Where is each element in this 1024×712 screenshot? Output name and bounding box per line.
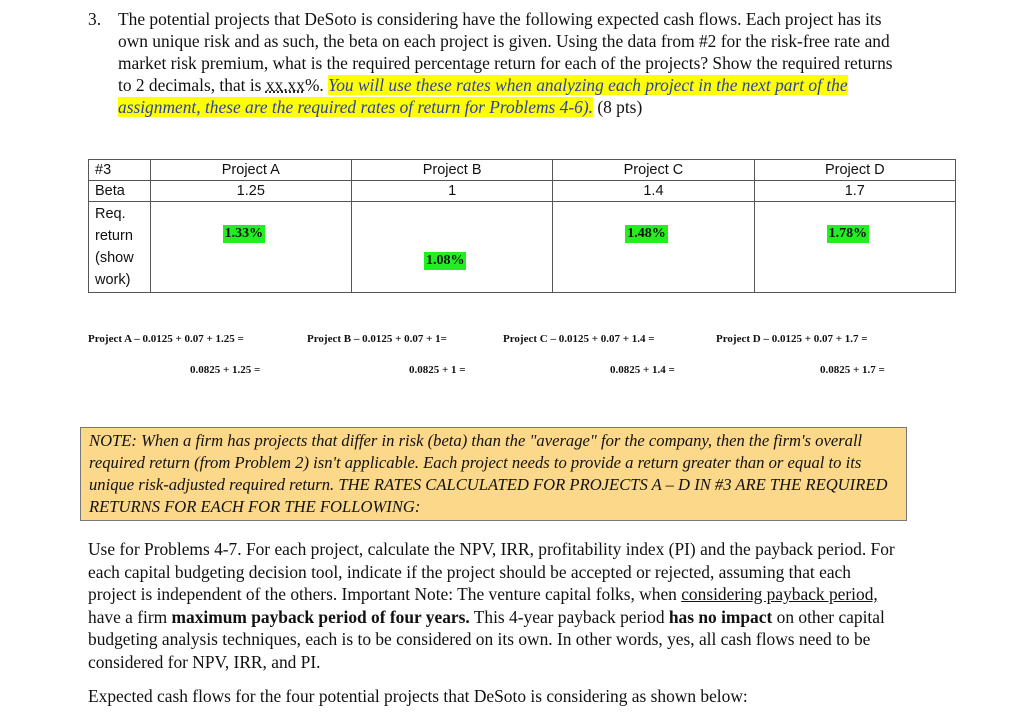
req-label-line: work): [95, 272, 131, 288]
work-line: 0.0825 + 1.4 =: [610, 364, 675, 376]
work-line: 0.0825 + 1 =: [409, 364, 466, 376]
req-return-value: 1.33%: [224, 226, 264, 241]
beta-cell: 1.25: [150, 181, 351, 202]
beta-label: Beta: [89, 181, 151, 202]
req-return-cell: [351, 202, 552, 293]
instr-text: on other capital budgeting analysis techniques, each is to be considered on its own. In other words, yes, all cash flows need to be considered for NPV, IRR, and PI.: [88, 606, 885, 672]
instr-bold: has no impact: [668, 606, 773, 627]
question-text: The potential projects that DeSoto is considering have the following expected cash flows. Each project has its own unique risk and as such, the beta on each project is given. Using the data from #2 for the risk-free rate and market risk premium, what is the required percentage return for each of the projects? Show the required returns to 2 decimals, that is: [118, 9, 893, 95]
work-line: Project A – 0.0125 + 0.07 + 1.25 =: [88, 333, 244, 345]
work-line: 0.0825 + 1.7 =: [820, 364, 885, 376]
cash-flows-intro: Expected cash flows for the four potential projects that DeSoto is considering as shown below:: [88, 686, 748, 706]
table-header-row: [89, 160, 956, 181]
question-3: [88, 8, 898, 118]
beta-row: [89, 181, 956, 202]
work-line: Project D – 0.0125 + 0.07 + 1.7 =: [716, 333, 868, 345]
instr-text: This 4-year payback period: [469, 606, 669, 627]
question-number: 3.: [88, 9, 102, 29]
work-line: 0.0825 + 1.25 =: [190, 364, 261, 376]
note-box: [80, 427, 907, 521]
req-return-row: [89, 202, 956, 293]
instr-underline: considering payback period,: [681, 584, 878, 605]
format-example: xx.xx: [265, 75, 305, 95]
beta-cell: 1: [351, 181, 552, 202]
header-cell: Project D: [754, 160, 955, 181]
req-label-line: return: [95, 228, 133, 244]
format-suffix: %.: [304, 75, 324, 95]
req-return-value: 1.08%: [425, 253, 465, 268]
req-return-value: 1.78%: [828, 226, 868, 241]
req-return-cell: [150, 202, 351, 293]
work-line: Project B – 0.0125 + 0.07 + 1=: [307, 333, 447, 345]
note-text: NOTE: When a firm has projects that differ in risk (beta) than the "average" for the company, then the firm's overall required return (from Problem 2) isn't applicable. Each project needs to provide a return greater than or equal to its unique risk-adjusted required return. THE RATES CALCULATED FOR PROJECTS A – D IN #3 ARE THE REQUIRED RETURNS FOR EACH FOR THE FOLLOWING:: [89, 431, 888, 516]
req-label-line: (show: [95, 250, 134, 266]
beta-cell: 1.4: [553, 181, 754, 202]
header-cell: Project C: [553, 160, 754, 181]
req-label-line: Req.: [95, 206, 126, 222]
required-return-table: [88, 159, 956, 293]
req-return-cell: [754, 202, 955, 293]
work-line: Project C – 0.0125 + 0.07 + 1.4 =: [503, 333, 655, 345]
highlighted-instruction: You will use these rates when analyzing each project in the next part of the assignment, these are the required rates of return for Problems 4-6).: [118, 75, 848, 117]
instructions-paragraph: [88, 538, 898, 674]
header-cell: Project B: [351, 160, 552, 181]
beta-cell: 1.7: [754, 181, 955, 202]
header-cell: #3: [89, 160, 151, 181]
instr-bold: maximum payback period of four years.: [171, 606, 470, 627]
req-return-label: [89, 202, 151, 293]
req-return-cell: [553, 202, 754, 293]
points: (8 pts): [592, 97, 643, 117]
header-cell: Project A: [150, 160, 351, 181]
req-return-value: 1.48%: [627, 226, 666, 241]
instr-text: have a firm: [88, 606, 172, 627]
instr-text: Use for Problems 4-7. For each project, calculate the NPV, IRR, profitability index (PI) and the payback period. For each capital budgeting decision tool, indicate if the project should be accepted or rejected, assuming that each project is independent of the others. Important Note: The venture capital folks, when: [88, 539, 895, 605]
